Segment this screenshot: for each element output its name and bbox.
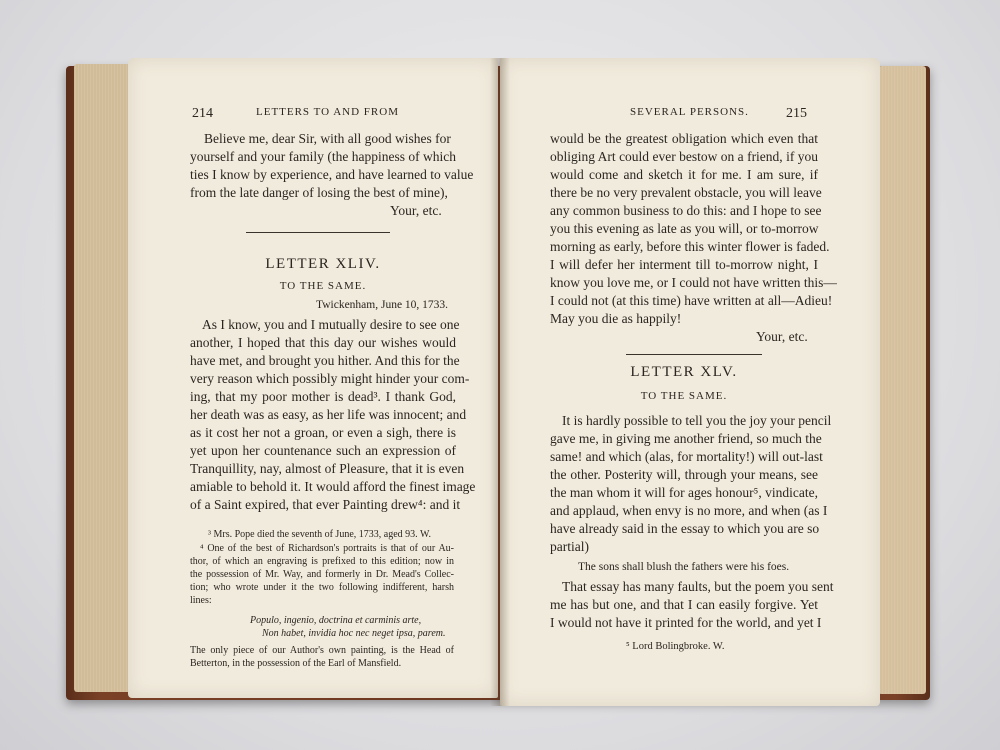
text-line: yourself and your family (the happiness of which	[190, 149, 456, 164]
sign-off: Your, etc.	[756, 329, 808, 344]
text-line: from the late danger of losing the best of mine),	[190, 185, 448, 200]
letter-title: LETTER XLIV.	[265, 256, 381, 272]
text-line: the man whom it will for ages honour⁵, vindicate,	[550, 485, 818, 500]
footnote-line: ³ Mrs. Pope died the seventh of June, 1733, aged 93. W.	[208, 529, 431, 540]
text-line: as it cost her not a groan, or even a sigh, there is	[190, 425, 456, 440]
section-rule	[626, 354, 762, 355]
text-line: there be no very prevalent obstacle, you will leave	[550, 185, 822, 200]
text-line: very reason which possibly might hinder your com-	[190, 371, 470, 386]
text-line: As I know, you and I mutually desire to see one	[202, 317, 460, 332]
text-line: any common business to do this: and I hope to see	[550, 203, 822, 218]
text-line: That essay has many faults, but the poem you sent	[562, 579, 834, 594]
footnote-line: tion; who wrote under it the two following indifferent, harsh	[190, 582, 454, 593]
open-book	[66, 58, 934, 710]
footnote-line: ⁵ Lord Bolingbroke. W.	[626, 641, 725, 652]
section-rule	[246, 232, 390, 233]
text-line: the other. Posterity will, through your means, see	[550, 467, 818, 482]
footnote-line: The only piece of our Author's own painting, is the Head of	[190, 645, 454, 656]
text-line: you this evening as late as you will, or to-morrow	[550, 221, 819, 236]
footnote-line: the possession of Mr. Way, and formerly in Dr. Mead's Collec-	[190, 569, 454, 580]
text-line: would come and sketch it for me. I am sure, if	[550, 167, 818, 182]
letter-subtitle: TO THE SAME.	[279, 280, 367, 292]
sign-off: Your, etc.	[390, 203, 442, 218]
footnote-line: ⁴ One of the best of Richardson's portraits is that of our Au-	[200, 543, 454, 554]
footnote-line: Betterton, in the possession of the Earl of Mansfield.	[190, 658, 402, 669]
verse-line: Non habet, invidia hoc nec neget ipsa, parem.	[262, 628, 446, 639]
text-line: I would not have it printed for the world, and yet I	[550, 615, 822, 630]
text-line: I will defer her interment till to-morrow night, I	[550, 257, 818, 272]
verse-line: Populo, ingenio, doctrina et carminis arte,	[250, 615, 422, 626]
text-line: yet upon her countenance such an expression of	[190, 443, 456, 458]
text-line: ing, that my poor mother is dead³. I thank God,	[190, 389, 456, 404]
right-page-edges	[878, 66, 926, 694]
text-line: her death was as easy, as her life was innocent; and	[190, 407, 467, 422]
dateline: Twickenham, June 10, 1733.	[316, 299, 449, 311]
footnote-line: thor, of which an engraving is prefixed to this edition; now in	[190, 556, 454, 567]
page-number-left: 214	[192, 106, 213, 121]
running-head-left: LETTERS TO AND FROM	[256, 106, 399, 118]
text-line: partial)	[550, 539, 589, 554]
text-line: May you die as happily!	[550, 311, 682, 326]
letter-title: LETTER XLV.	[630, 364, 738, 380]
text-line: same! and which (alas, for mortality!) will out-last	[550, 449, 823, 464]
left-page	[128, 58, 498, 698]
text-line: It is hardly possible to tell you the joy your pencil	[562, 413, 832, 428]
text-line: amiable to behold it. It would afford the finest image	[190, 479, 476, 494]
text-line: have already said in the essay to which you are so	[550, 521, 820, 536]
text-line: another, I hoped that this day our wishes would	[190, 335, 456, 350]
text-line: know you love me, or I could not have written this—	[550, 275, 837, 290]
text-line: ties I know by experience, and have learned to value	[190, 167, 474, 182]
text-line: obliging Art could ever bestow on a friend, if you	[550, 149, 818, 164]
text-line: Believe me, dear Sir, with all good wishes for	[204, 131, 451, 146]
page-number-right: 215	[786, 106, 807, 121]
footnote-line: lines:	[190, 595, 212, 606]
text-line: and applaud, when envy is no more, and when (as I	[550, 503, 828, 518]
text-line: I could not (at this time) have written at all—Adieu!	[550, 293, 833, 308]
text-line: would be the greatest obligation which even that	[550, 131, 818, 146]
right-page	[500, 58, 880, 706]
left-page-edges	[74, 64, 134, 692]
quoted-verse: The sons shall blush the fathers were his foes.	[578, 561, 790, 573]
text-line: morning as early, before this winter flower is faded.	[550, 239, 830, 254]
text-line: gave me, in giving me another friend, so much the	[550, 431, 822, 446]
text-line: me has but one, and that I can easily forgive. Yet	[550, 597, 818, 612]
text-line: have met, and brought you hither. And this for the	[190, 353, 460, 368]
text-line: of a Saint expired, that ever Painting drew⁴: and it	[190, 497, 461, 512]
letter-subtitle: TO THE SAME.	[640, 390, 728, 402]
text-line: Tranquillity, nay, almost of Pleasure, that it is even	[190, 461, 465, 476]
running-head-right: SEVERAL PERSONS.	[630, 106, 749, 118]
